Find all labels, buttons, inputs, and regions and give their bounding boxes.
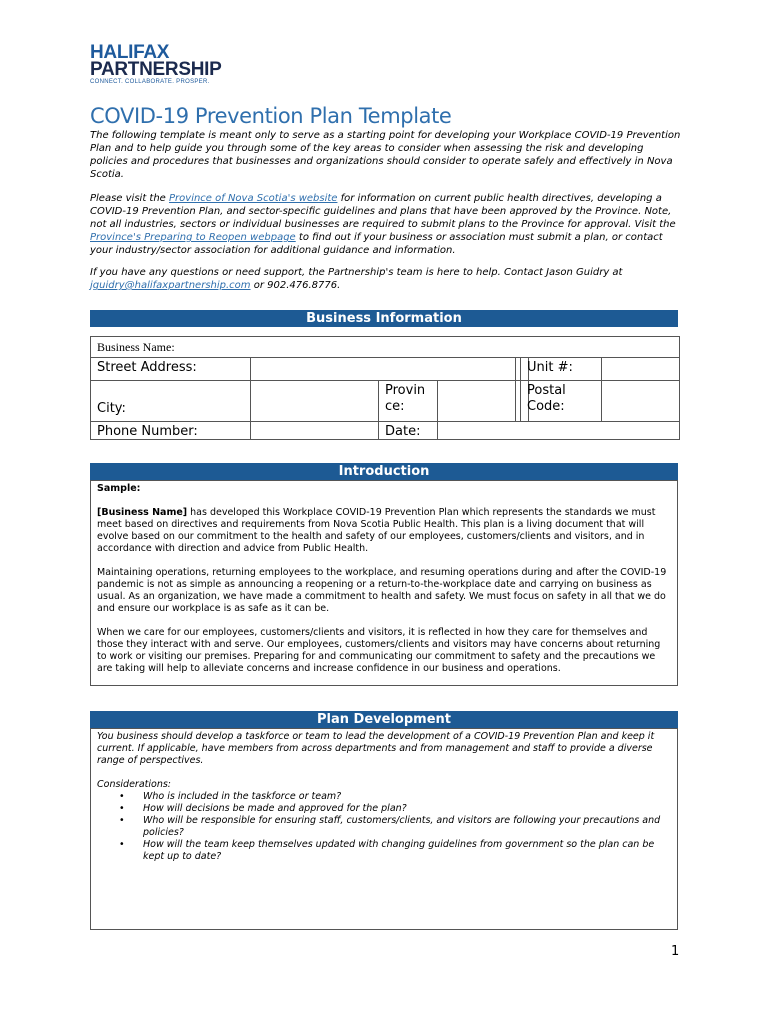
province-label: Provin ce: <box>378 380 438 422</box>
province-website-link[interactable]: Province of Nova Scotia's website <box>169 193 338 204</box>
postal-code-label: Postal Code: <box>520 380 602 422</box>
date-input[interactable] <box>437 421 680 440</box>
plan-development-paragraph: You business should develop a taskforce or team to lead the development of a COVID-19 Prevention Plan and keep it current. If applicable, have members from across departments and from management and staff to provide a diverse range of perspectives. <box>97 731 655 766</box>
introduction-box[interactable] <box>90 480 678 686</box>
intro-p2-text-1: Please visit the <box>90 193 170 204</box>
city-label: City: <box>90 380 251 422</box>
sample-label: Sample: <box>97 483 141 494</box>
intro-p2-text-3: to find out if your business or association must submit a plan, or contact your industry/sector association for additional guidance and information. <box>90 232 663 256</box>
email-link[interactable]: jguidry@halifaxpartnership.com <box>90 280 251 291</box>
plan-development-header: Plan Development <box>90 711 678 728</box>
postal-code-input[interactable] <box>601 380 680 422</box>
date-label: Date: <box>378 421 438 440</box>
introduction-header: Introduction <box>90 463 678 480</box>
introduction-paragraph-1 <box>97 507 671 555</box>
business-information-header: Business Information <box>90 310 678 327</box>
plan-development-box[interactable] <box>90 728 678 930</box>
preparing-to-reopen-link[interactable]: Province's Preparing to Reopen webpage <box>90 232 296 243</box>
business-name-label: Business Name: <box>97 340 175 354</box>
business-name-field[interactable] <box>90 336 680 358</box>
intro-p2-text-2: for information on current public health directives, developing a COVID-19 Prevention Plan, and sector-specific guidelines and plans that have been approved by the Province. Note, not all industries, sectors or individual businesses are required to submit plans to the Province for approval. Visit the <box>90 193 676 230</box>
intro-paragraph-2 <box>90 192 682 257</box>
intro-p3-text-2: or 902.476.8776. <box>250 280 341 291</box>
city-input[interactable] <box>250 380 379 422</box>
province-input[interactable] <box>437 380 516 422</box>
list-item: • How will decisions be made and approved for the plan? <box>143 803 671 815</box>
intro-p3-text-1: If you have any questions or need support, the Partnership's team is here to help. Contact Jason Guidry at <box>90 267 623 278</box>
introduction-paragraph-3: When we care for our employees, customers/clients and visitors, it is reflected in how they care for themselves and those they interact with and serve. Our employees, customers/clients and visitors may have concerns about returning to work or visiting our premises. Preparing for and communicating our commitment to safety and the precautions we are taking will help to alleviate concerns and increase confidence in our business and operations. <box>97 627 661 674</box>
street-address-label: Street Address: <box>90 357 251 381</box>
phone-number-input[interactable] <box>250 421 379 440</box>
street-address-input[interactable] <box>250 357 516 381</box>
considerations-list <box>97 791 671 863</box>
page-title: COVID-19 Prevention Plan Template <box>90 104 452 128</box>
logo-line-2: PARTNERSHIP <box>90 59 222 80</box>
introduction-p1-text: has developed this Workplace COVID-19 Prevention Plan which represents the standards we must meet based on directives and requirements from Nova Scotia Public Health. This plan is a living document that will evolve based on our commitment to the health and safety of our employees, customers/clients and visitors, and in accordance with direction and advice from Public Health. <box>97 507 656 554</box>
logo-line-1: HALIFAX <box>90 42 170 63</box>
intro-paragraph-3 <box>90 266 682 292</box>
unit-label: Unit #: <box>520 357 602 381</box>
intro-paragraph-1: The following template is meant only to serve as a starting point for developing your Workplace COVID-19 Prevention Plan and to help guide you through some of the key areas to consider when assessing the risk and developing policies and procedures that businesses and organizations should consider to operate safely and effectively in Nova Scotia. <box>90 130 681 180</box>
unit-input[interactable] <box>601 357 680 381</box>
list-item: • Who is included in the taskforce or team? <box>143 791 671 803</box>
page-number: 1 <box>671 944 680 959</box>
business-information-table <box>90 336 680 440</box>
halifax-partnership-logo <box>90 44 221 85</box>
business-name-placeholder: [Business Name] <box>97 507 188 518</box>
list-item: • How will the team keep themselves updated with changing guidelines from government so the plan can be kept up to date? <box>143 839 671 863</box>
list-item: • Who will be responsible for ensuring staff, customers/clients, and visitors are following your precautions and policies? <box>143 815 671 839</box>
considerations-label: Considerations: <box>97 779 172 790</box>
logo-tagline: CONNECT. COLLABORATE. PROSPER. <box>90 79 210 85</box>
introduction-paragraph-2: Maintaining operations, returning employees to the workplace, and resuming operations during and after the COVID-19 pandemic is not as simple as announcing a reopening or a return-to-the-workplace date and carrying on business as usual. As an organization, we have made a commitment to health and safety. We must focus on safety in all that we do and ensure our workplace is as safe as it can be. <box>97 567 667 614</box>
phone-number-label: Phone Number: <box>90 421 251 440</box>
